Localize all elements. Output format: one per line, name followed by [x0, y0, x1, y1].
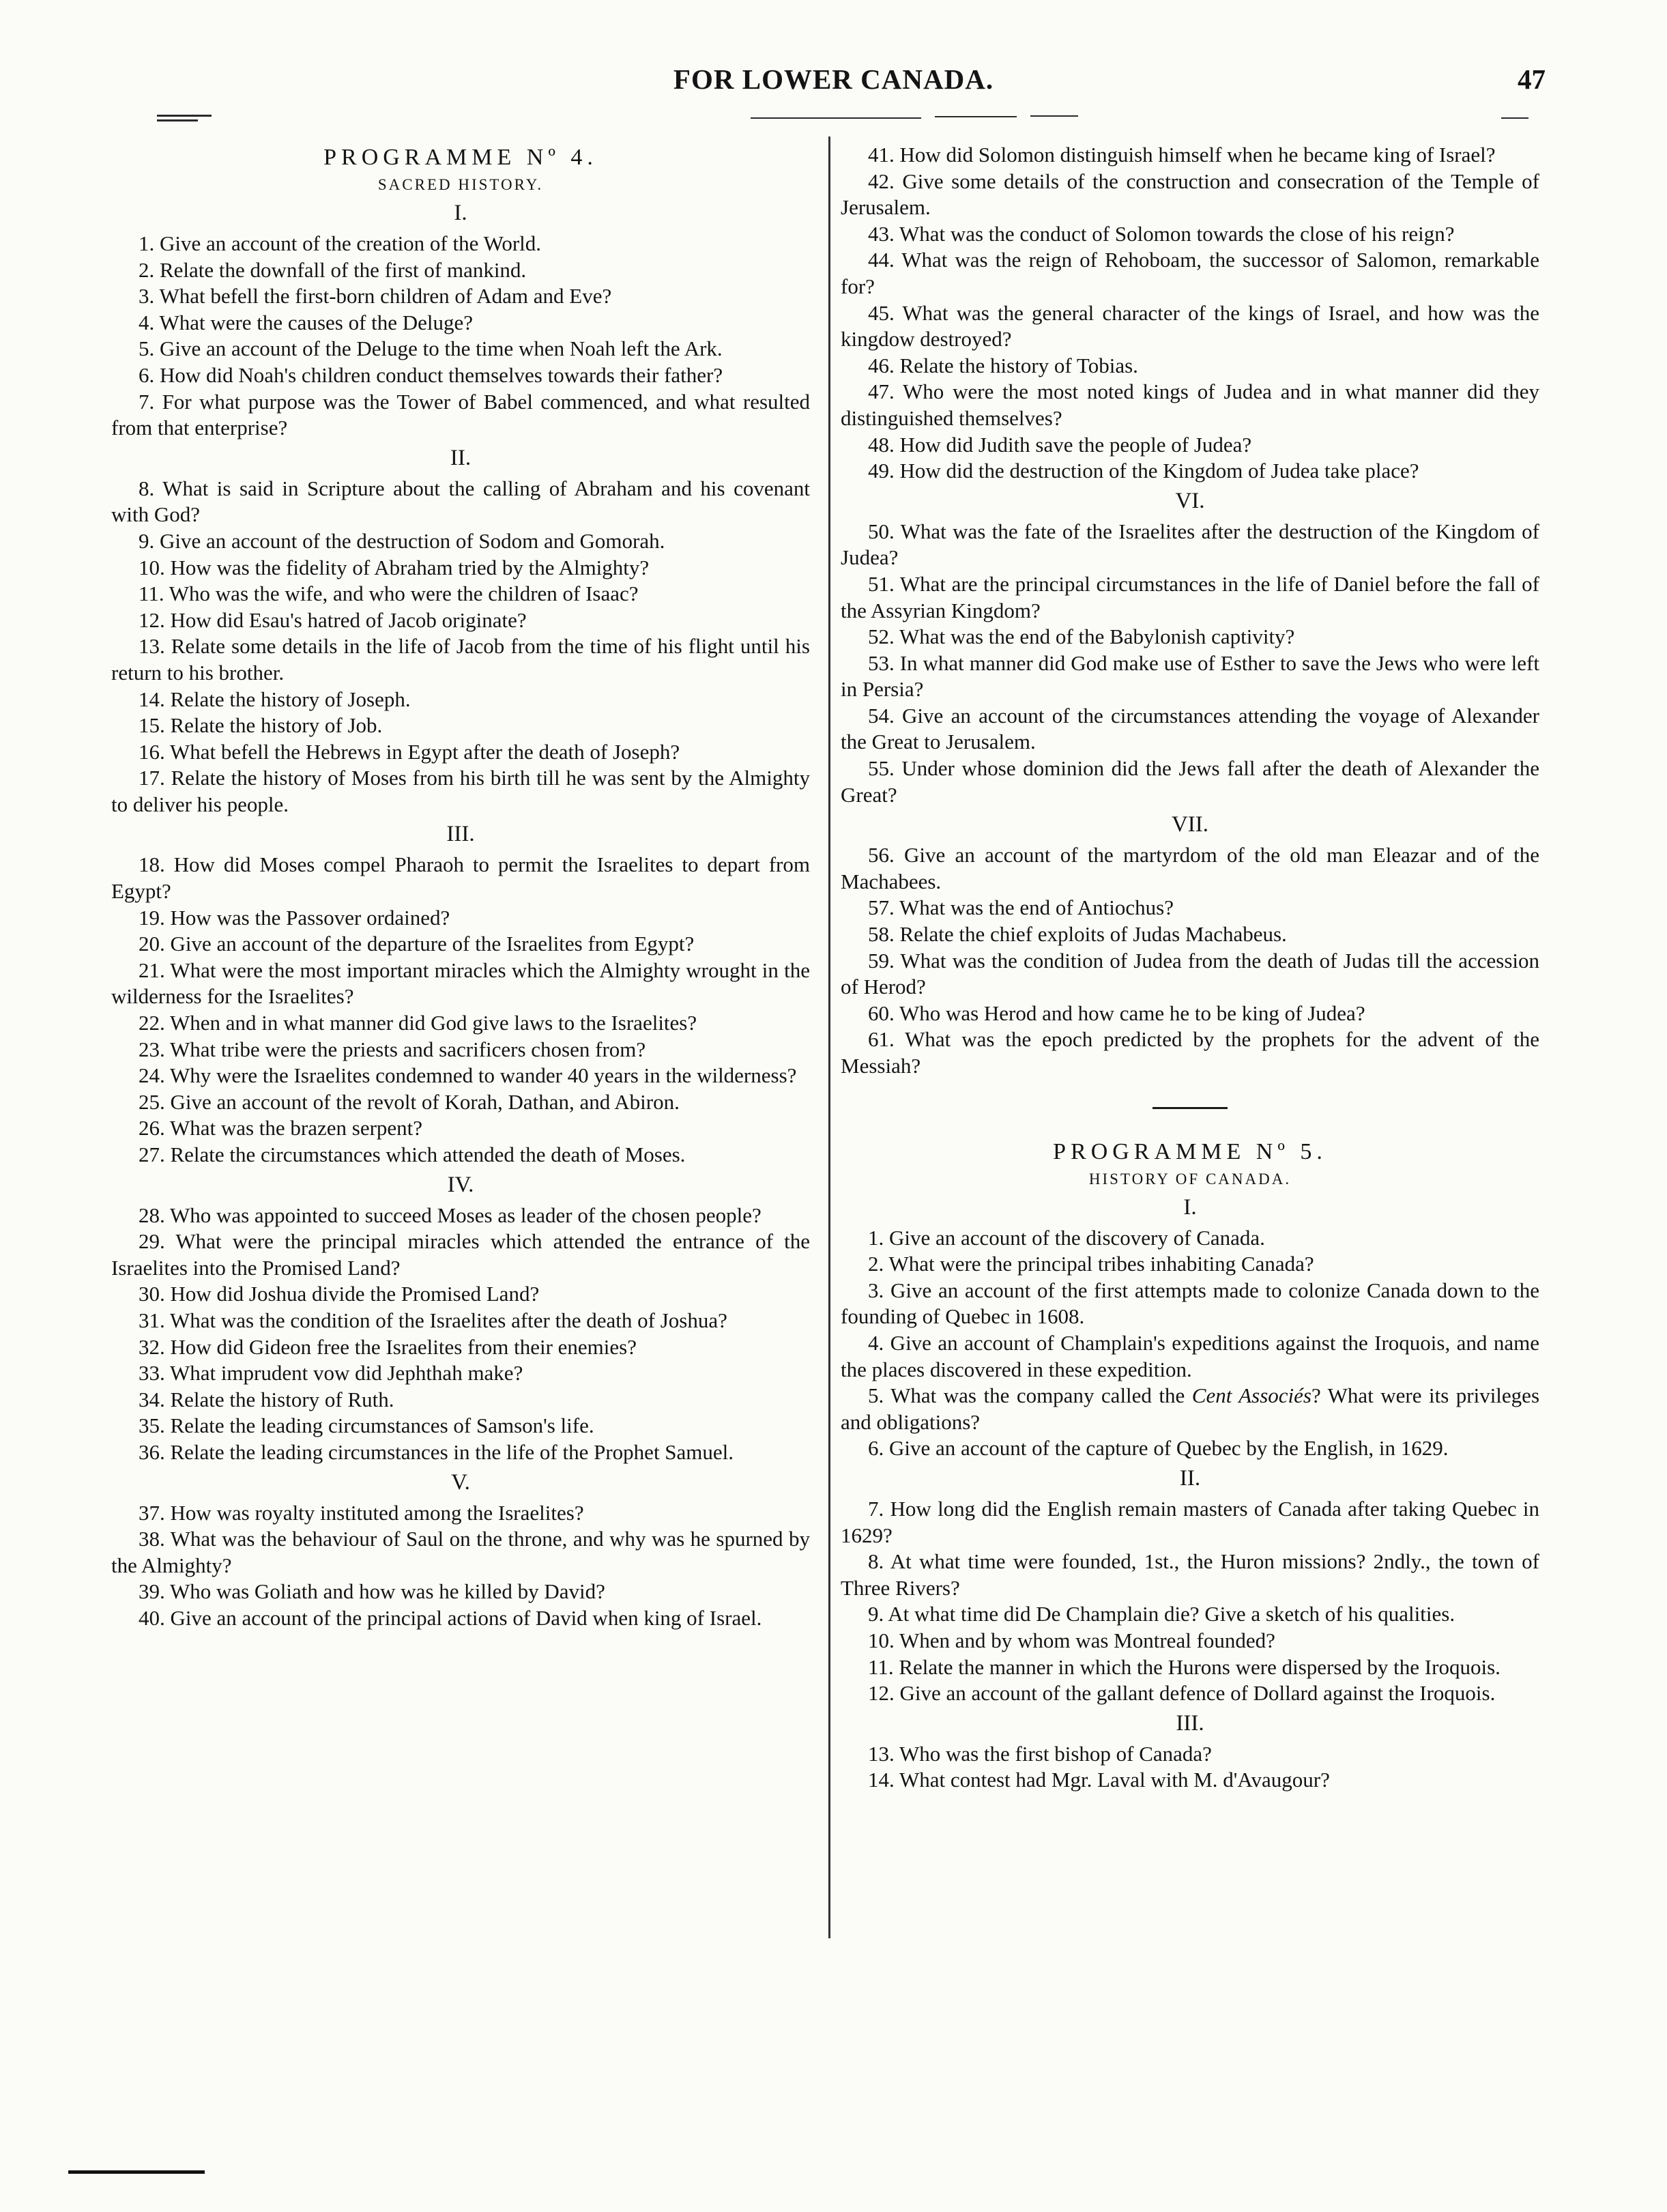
question: 23. What tribe were the priests and sacrificers chosen from? [139, 1037, 646, 1061]
question: 19. How was the Passover ordained? [139, 905, 450, 930]
question: 60. Who was Herod and how came he to be king of Judea? [868, 1001, 1365, 1025]
question: 3. Give an account of the first attempts made to colonize Canada down to the founding of Quebec in 1608. [841, 1278, 1539, 1329]
section-heading: III. [446, 822, 475, 847]
section-heading: II. [1179, 1465, 1201, 1491]
question: 13. Who was the first bishop of Canada? [868, 1741, 1212, 1766]
section-heading: VI. [1175, 488, 1205, 513]
question: 33. What imprudent vow did Jephthah make? [139, 1361, 523, 1385]
question: 1. Give an account of the discovery of Canada. [868, 1225, 1265, 1250]
question: 54. Give an account of the circumstances attending the voyage of Alexander the Great to Jerusalem. [841, 703, 1539, 754]
question: 58. Relate the chief exploits of Judas Machabeus. [868, 922, 1287, 947]
question: 2. What were the principal tribes inhabiting Canada? [868, 1252, 1314, 1276]
question: 10. When and by whom was Montreal founded? [868, 1628, 1275, 1652]
question: 11. Who was the wife, and who were the children of Isaac? [139, 581, 639, 606]
question: 35. Relate the leading circumstances of Samson's life. [139, 1413, 594, 1438]
question: 42. Give some details of the construction and consecration of the Temple of Jerusalem. [841, 169, 1539, 220]
question: 17. Relate the history of Moses from his birth till he was sent by the Almighty to deliver his people. [111, 766, 810, 816]
question: 4. What were the causes of the Deluge? [139, 310, 474, 334]
question: 30. How did Joshua divide the Promised Land? [139, 1282, 540, 1306]
question: 13. Relate some details in the life of Jacob from the time of his flight until his return to his brother. [111, 634, 810, 685]
question: 6. Give an account of the capture of Quebec by the English, in 1629. [868, 1436, 1449, 1461]
question: 47. Who were the most noted kings of Judea and in what manner did they distinguished themselves? [841, 379, 1539, 430]
question: 36. Relate the leading circumstances in the life of the Prophet Samuel. [139, 1439, 734, 1464]
programme-title: PROGRAMME Nº 5. [1053, 1138, 1327, 1164]
question: 43. What was the conduct of Solomon towards the close of his reign? [868, 221, 1455, 246]
question: 16. What befell the Hebrews in Egypt after the death of Joseph? [139, 739, 680, 764]
section-heading: III. [1176, 1710, 1204, 1736]
question: 4. Give an account of Champlain's expeditions against the Iroquois, and name the places discovered in these expedition. [841, 1330, 1539, 1381]
column-divider [828, 137, 830, 1938]
question: 24. Why were the Israelites condemned to wander 40 years in the wilderness? [139, 1063, 797, 1088]
question: 5. Give an account of the Deluge to the time when Noah left the Ark. [139, 336, 723, 361]
question: 41. How did Solomon distinguish himself when he became king of Israel? [868, 143, 1496, 167]
left-column [111, 142, 810, 1632]
footer-rule [68, 2170, 205, 2174]
question: 39. Who was Goliath and how was he killed by David? [139, 1579, 605, 1604]
question: 9. At what time did De Champlain die? Give a sketch of his qualities. [868, 1602, 1455, 1626]
programme-separator [1153, 1107, 1228, 1109]
question: 25. Give an account of the revolt of Korah, Dathan, and Abiron. [139, 1089, 680, 1114]
question: 15. Relate the history of Job. [139, 713, 383, 738]
question: 34. Relate the history of Ruth. [139, 1387, 394, 1411]
question: 12. How did Esau's hatred of Jacob originate? [139, 607, 527, 632]
question: 49. How did the destruction of the Kingdom of Judea take place? [868, 459, 1419, 483]
question: 46. Relate the history of Tobias. [868, 353, 1138, 377]
question: 9. Give an account of the destruction of Sodom and Gomorah. [139, 528, 665, 553]
question: 57. What was the end of Antiochus? [868, 895, 1174, 920]
question: 21. What were the most important miracles which the Almighty wrought in the wilderness for the Israelites? [111, 958, 810, 1009]
italic-term: Cent Associés [1191, 1383, 1311, 1408]
section-heading: I. [1183, 1194, 1197, 1220]
question: 52. What was the end of the Babylonish captivity? [868, 624, 1295, 649]
question: 14. Relate the history of Joseph. [139, 687, 411, 711]
running-header: FOR LOWER CANADA. [673, 63, 994, 95]
question: 11. Relate the manner in which the Hurons were dispersed by the Iroquois. [868, 1654, 1501, 1679]
question: 6. How did Noah's children conduct themselves towards their father? [139, 362, 723, 387]
question: 44. What was the reign of Rehoboam, the successor of Salomon, remarkable for? [841, 248, 1539, 298]
question: 2. Relate the downfall of the first of mankind. [139, 257, 527, 282]
question: 48. How did Judith save the people of Judea? [868, 432, 1252, 457]
question: 7. For what purpose was the Tower of Babel commenced, and what resulted from that enterprise? [111, 389, 810, 440]
question: 28. Who was appointed to succeed Moses as leader of the chosen people? [139, 1203, 762, 1227]
question: 40. Give an account of the principal actions of David when king of Israel. [139, 1605, 762, 1630]
question: 1. Give an account of the creation of the World. [139, 231, 542, 255]
question: 53. In what manner did God make use of Esther to save the Jews who were left in Persia? [841, 650, 1539, 702]
question: 20. Give an account of the departure of the Israelites from Egypt? [139, 932, 695, 956]
right-column [841, 142, 1539, 1794]
question: 14. What contest had Mgr. Laval with M. d'Avaugour? [868, 1768, 1330, 1792]
programme-subtitle: SACRED HISTORY. [377, 176, 544, 193]
section-heading: V. [451, 1469, 470, 1495]
section-heading: IV. [447, 1172, 474, 1197]
question: 5. What was the company called the Cent Associés? What were its privileges and obligations? [841, 1383, 1540, 1434]
question: 29. What were the principal miracles which attended the entrance of the Israelites into the Promised Land? [111, 1229, 810, 1280]
question: 50. What was the fate of the Israelites after the destruction of the Kingdom of Judea? [841, 519, 1539, 570]
programme-title: PROGRAMME Nº 4. [323, 145, 598, 170]
question: 18. How did Moses compel Pharaoh to permit the Israelites to depart from Egypt? [111, 852, 810, 904]
page-number: 47 [1518, 63, 1546, 95]
header-rule-fragments [0, 113, 1667, 124]
question: 22. When and in what manner did God give laws to the Israelites? [139, 1011, 697, 1035]
section-heading: II. [450, 445, 472, 470]
question: 37. How was royalty instituted among the Israelites? [139, 1500, 584, 1525]
question: 8. At what time were founded, 1st., the Huron missions? 2ndly., the town of Three Rivers? [841, 1549, 1539, 1600]
question: 26. What was the brazen serpent? [139, 1116, 423, 1140]
question: 31. What was the condition of the Israelites after the death of Joshua? [139, 1308, 727, 1332]
question: 32. How did Gideon free the Israelites from their enemies? [139, 1334, 637, 1359]
question: 7. How long did the English remain masters of Canada after taking Quebec in 1629? [841, 1496, 1539, 1547]
question: 59. What was the condition of Judea from the death of Judas till the accession of Herod? [841, 948, 1539, 999]
question: 3. What befell the first-born children of Adam and Eve? [139, 284, 612, 308]
question: 45. What was the general character of the kings of Israel, and how was the kingdow destroyed? [841, 300, 1539, 351]
question: 8. What is said in Scripture about the calling of Abraham and his covenant with God? [111, 476, 810, 527]
question: 12. Give an account of the gallant defence of Dollard against the Iroquois. [868, 1681, 1496, 1706]
question: 38. What was the behaviour of Saul on the throne, and why was he spurned by the Almighty? [111, 1527, 810, 1577]
question: 56. Give an account of the martyrdom of the old man Eleazar and of the Machabees. [841, 843, 1539, 893]
question: 10. How was the fidelity of Abraham tried by the Almighty? [139, 555, 650, 579]
question: 61. What was the epoch predicted by the prophets for the advent of the Messiah? [841, 1027, 1539, 1078]
section-heading: I. [454, 201, 467, 225]
question: 55. Under whose dominion did the Jews fall after the death of Alexander the Great? [841, 756, 1539, 807]
question: 27. Relate the circumstances which attended the death of Moses. [139, 1143, 686, 1166]
question: 51. What are the principal circumstances in the life of Daniel before the fall of the Assyrian Kingdom? [841, 571, 1539, 622]
programme-subtitle: HISTORY OF CANADA. [1088, 1170, 1292, 1188]
section-heading: VII. [1171, 812, 1209, 837]
